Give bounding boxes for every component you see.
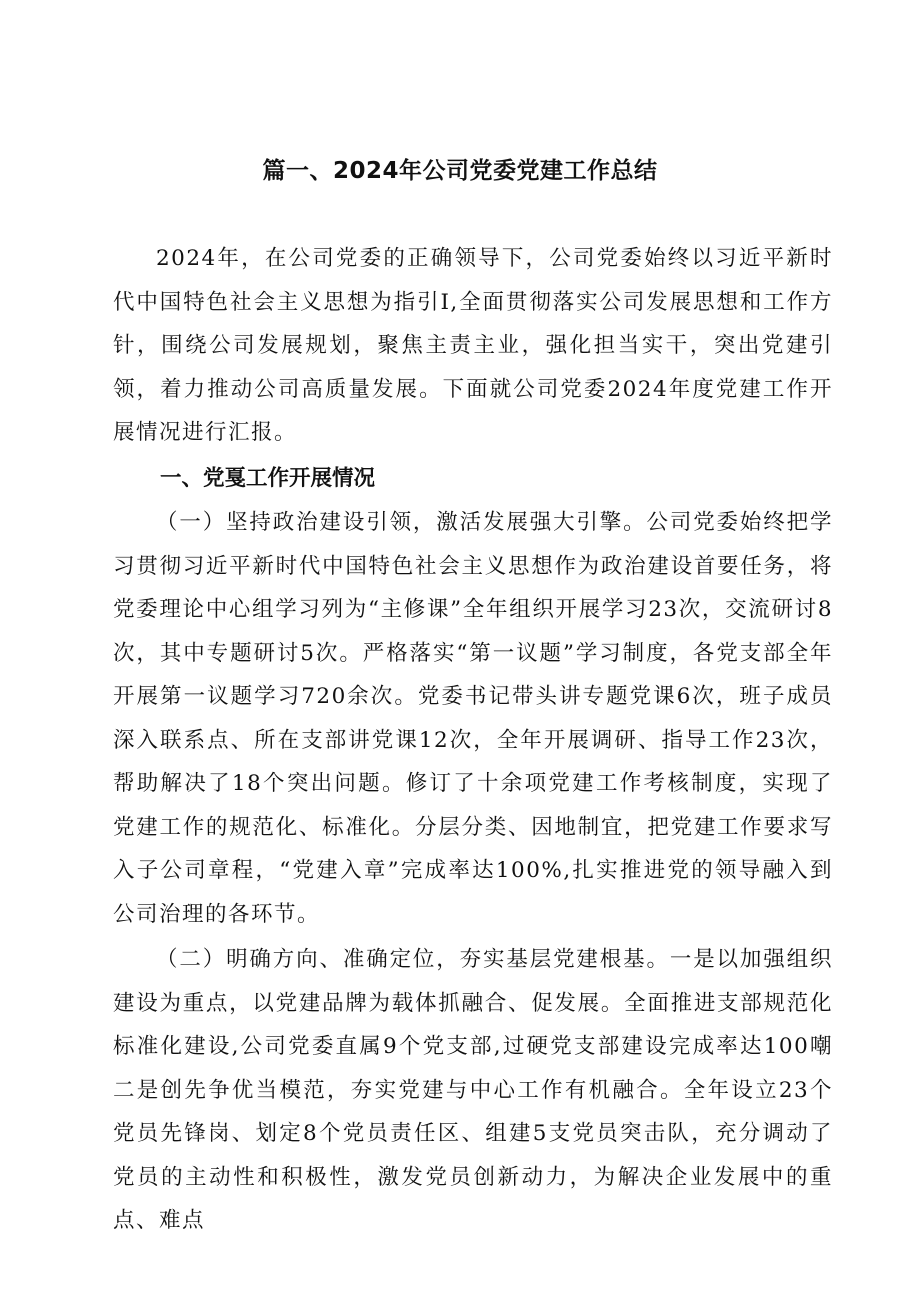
section-heading: 一、党戛工作开展情况 [160,466,376,491]
document-title: 篇一、2024年公司党委党建工作总结 [262,158,658,184]
intro-paragraph: 2024年，在公司党委的正确领导下，公司党委始终以习近平新时代中国特色社会主义思想为指引I,全面贯彻落实公司发展思想和工作方针，围绕公司发展规划，聚焦主责主业，强化担当实干，突出党建引领，着力推动公司高质量发展。下面就公司党委2024年度党建工作开展情况进行汇报。 [113,246,833,445]
section-paragraph-1: （一）坚持政治建设引领，激活发展强大引擎。公司党委始终把学习贯彻习近平新时代中国特色社会主义思想作为政治建设首要任务，将党委理论中心组学习列为“主修课”全年组织开展学习23次，交流研讨8次，其中专题研讨5次。严格落实“第一议题”学习制度，各党支部全年开展第一议题学习720余次。党委书记带头讲专题党课6次，班子成员深入联系点、所在支部讲党课12次，全年开展调研、指导工作23次，帮助解决了18个突出问题。修订了十余项党建工作考核制度，实现了党建工作的规范化、标准化。分层分类、因地制宜，把党建工作要求写入子公司章程，“党建入章”完成率达100%,扎实推进党的领导融入到公司治理的各环节。 [113,510,834,927]
section-paragraph-2: （二）明确方向、准确定位，夯实基层党建根基。一是以加强组织建设为重点，以党建品牌为载体抓融合、促发展。全面推进支部规范化标准化建设,公司党委直属9个党支部,过硬党支部建设完成率达100嘲二是创先争优当模范，夯实党建与中心工作有机融合。全年设立23个党员先锋岗、划定8个党员责任区、组建5支党员突击队，充分调动了党员的主动性和积极性，激发党员创新动力，为解决企业发展中的重点、难点 [113,947,833,1233]
